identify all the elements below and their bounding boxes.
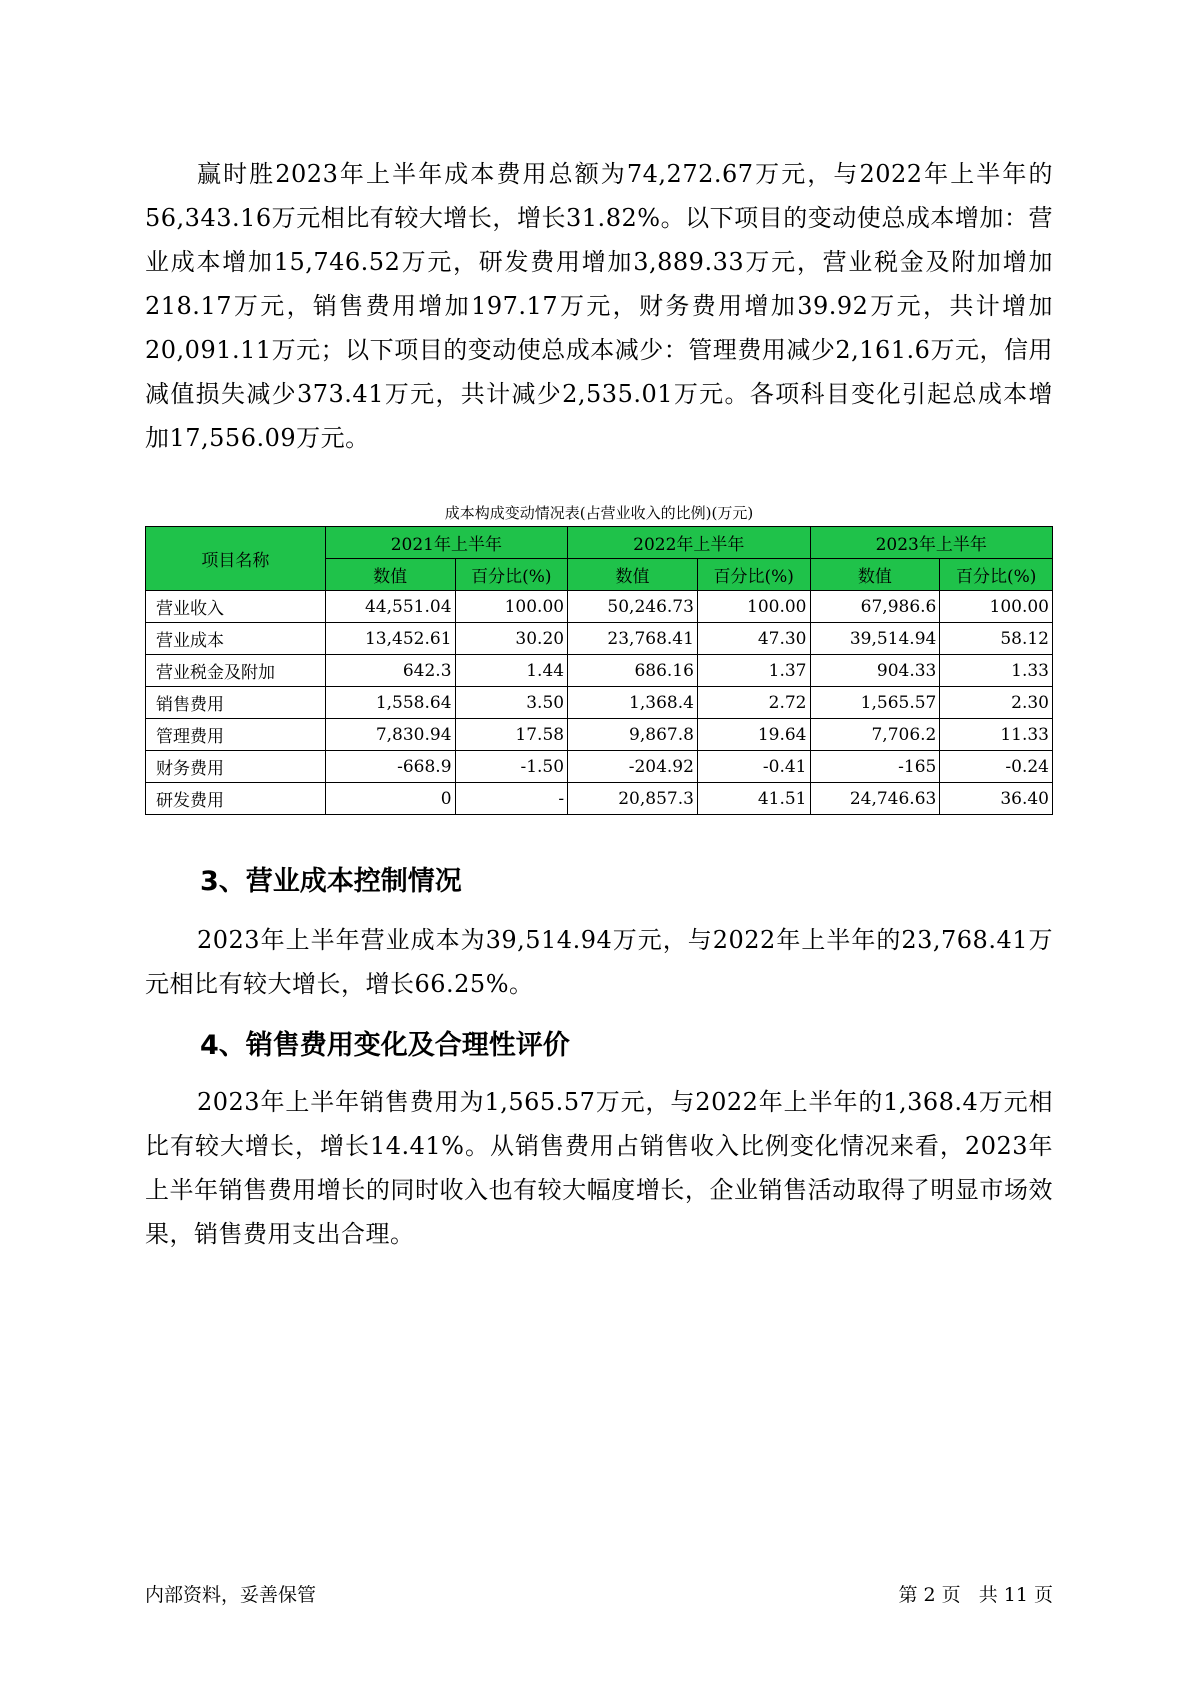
header-year-2023: 2023年上半年 [810,527,1053,559]
table-row [146,751,1053,783]
cell-percent: 1.33 [940,655,1053,687]
cell-value: 44,551.04 [325,591,455,623]
cell-value: 7,830.94 [325,719,455,751]
cell-value: 20,857.3 [568,783,698,815]
subheader-percent: 百分比(%) [455,559,568,591]
cell-value: -668.9 [325,751,455,783]
row-item-name: 营业收入 [146,591,326,623]
table-row [146,687,1053,719]
cell-value: -204.92 [568,751,698,783]
cell-percent: 100.00 [697,591,810,623]
table-row [146,783,1053,815]
row-item-name: 营业成本 [146,623,326,655]
cell-percent: 3.50 [455,687,568,719]
table-row [146,719,1053,751]
subheader-percent: 百分比(%) [940,559,1053,591]
section-heading-4: 4、销售费用变化及合理性评价 [200,1030,570,1061]
cell-percent: 100.00 [940,591,1053,623]
cell-value: 642.3 [325,655,455,687]
cell-percent: -0.24 [940,751,1053,783]
cell-value: 7,706.2 [810,719,940,751]
table-body [146,591,1053,815]
cell-percent: 11.33 [940,719,1053,751]
cell-percent: 2.30 [940,687,1053,719]
row-item-name: 营业税金及附加 [146,655,326,687]
paragraph-operating-cost: 2023年上半年营业成本为39,514.94万元，与2022年上半年的23,768.41万元相比有较大增长，增长66.25%。 [145,926,1053,998]
cell-percent: -0.41 [697,751,810,783]
cell-value: 23,768.41 [568,623,698,655]
cell-value: 0 [325,783,455,815]
row-item-name: 销售费用 [146,687,326,719]
cell-percent: 1.37 [697,655,810,687]
subheader-value: 数值 [810,559,940,591]
row-item-name: 财务费用 [146,751,326,783]
header-year-2021: 2021年上半年 [325,527,567,559]
cell-value: 9,867.8 [568,719,698,751]
header-year-2022: 2022年上半年 [568,527,810,559]
section-heading-3: 3、营业成本控制情况 [200,866,462,897]
cell-percent: 19.64 [697,719,810,751]
subheader-value: 数值 [325,559,455,591]
cell-value: 39,514.94 [810,623,940,655]
header-item-name: 项目名称 [146,527,326,591]
subheader-value: 数值 [568,559,698,591]
cell-value: 1,565.57 [810,687,940,719]
cell-value: 24,746.63 [810,783,940,815]
cell-percent: -1.50 [455,751,568,783]
cell-percent: 2.72 [697,687,810,719]
cell-percent: 36.40 [940,783,1053,815]
cell-value: -165 [810,751,940,783]
cell-value: 686.16 [568,655,698,687]
footer-confidential-note: 内部资料，妥善保管 [145,1584,317,1606]
paragraph-sales-expense: 2023年上半年销售费用为1,565.57万元，与2022年上半年的1,368.4万元相比有较大增长，增长14.41%。从销售费用占销售收入比例变化情况来看，2023年上半年销售费用增长的同时收入也有较大幅度增长，企业销售活动取得了明显市场效果，销售费用支出合理。 [145,1088,1053,1248]
cell-value: 1,368.4 [568,687,698,719]
paragraph-cost-summary: 赢时胜2023年上半年成本费用总额为74,272.67万元，与2022年上半年的56,343.16万元相比有较大增长，增长31.82%。以下项目的变动使总成本增加：营业成本增加15,746.52万元，研发费用增加3,889.33万元，营业税金及附加增加218.17万元，销售费用增加197.17万元，财务费用增加39.92万元，共计增加20,091.11万元；以下项目的变动使总成本减少：管理费用减少2,161.6万元，信用减值损失减少373.41万元，共计减少2,535.01万元。各项科目变化引起总成本增加17,556.09万元。 [145,160,1053,452]
cell-value: 904.33 [810,655,940,687]
cost-structure-table [145,526,1053,815]
footer-page-number: 第 2 页 共 11 页 [898,1584,1053,1606]
cell-percent: 1.44 [455,655,568,687]
cell-value: 67,986.6 [810,591,940,623]
row-item-name: 管理费用 [146,719,326,751]
cell-value: 13,452.61 [325,623,455,655]
table-row [146,655,1053,687]
row-item-name: 研发费用 [146,783,326,815]
cell-percent: 41.51 [697,783,810,815]
table-caption: 成本构成变动情况表(占营业收入的比例)(万元) [444,504,754,522]
cell-value: 1,558.64 [325,687,455,719]
cell-percent: 17.58 [455,719,568,751]
cell-percent: - [455,783,568,815]
table-row [146,623,1053,655]
cell-percent: 47.30 [697,623,810,655]
table-row [146,591,1053,623]
cell-value: 50,246.73 [568,591,698,623]
subheader-percent: 百分比(%) [697,559,810,591]
cell-percent: 100.00 [455,591,568,623]
cell-percent: 58.12 [940,623,1053,655]
cell-percent: 30.20 [455,623,568,655]
